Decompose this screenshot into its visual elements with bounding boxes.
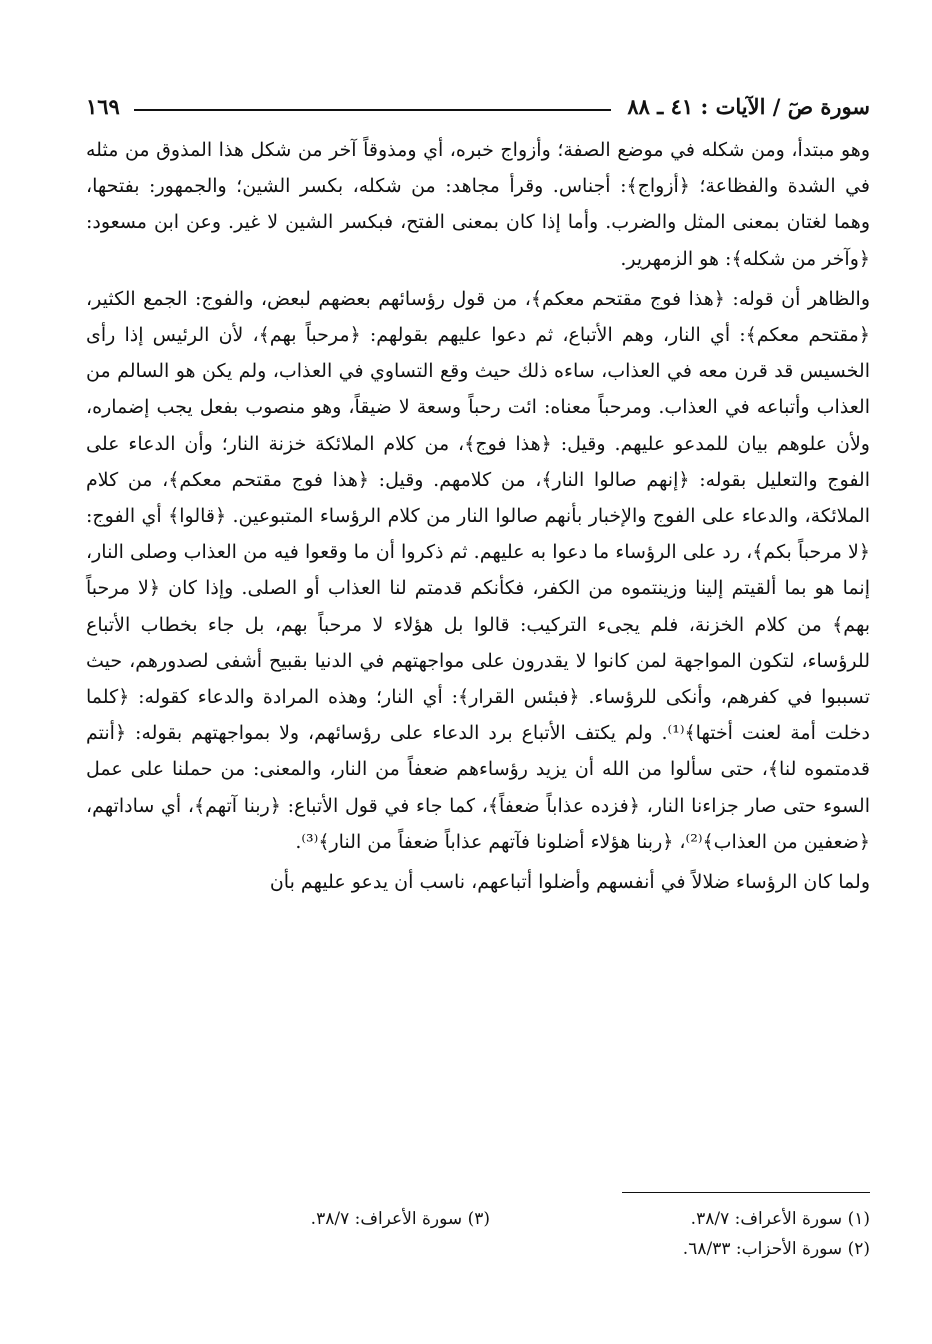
footnote-separator — [622, 1192, 870, 1193]
paragraph-1: وهو مبتدأ، ومن شكله في موضع الصفة؛ وأزواج خبره، أي ومذوقاً آخر من شكل هذا المذوق من مثله في الشدة والفظاعة؛ ﴿أزواج﴾: أجناس. وقرأ مجاهد: من شكله، بكسر الشين؛ والجمهور: بفتحها، وهما لغتان بمعنى المثل والضرب. وأما إذا كان بمعنى الفتح، فبكسر الشين لا غير. وعن ابن مسعود: ﴿وآخر من شكله﴾: هو الزمهرير. — [86, 139, 870, 270]
footnotes — [86, 1204, 870, 1264]
page-number: ١٦٩ — [86, 93, 120, 119]
header-rule — [134, 109, 611, 111]
footnote-3: (٣) سورة الأعراف: ٣٨/٧. — [310, 1209, 490, 1229]
running-header — [86, 88, 870, 124]
footnote-row — [86, 1234, 870, 1264]
footnote-1: (١) سورة الأعراف: ٣٨/٧. — [690, 1209, 870, 1229]
paragraph-2: والظاهر أن قوله: ﴿هذا فوج مقتحم معكم﴾، من قول رؤسائهم بعضهم لبعض، والفوج: الجمع الكثير، ﴿مقتحم معكم﴾: أي النار، وهم الأتباع، ثم دعوا عليهم بقولهم: ﴿مرحباً بهم﴾، لأن الرئيس إذا رأى الخسيس قد قرن معه في العذاب، ساءه ذلك حيث وقع التساوي في العذاب، ولم يكن هو السالم من العذاب وأتباعه في العذاب. ومرحباً معناه: ائت رحباً وسعة لا ضيقاً، وهو منصوب بفعل يجب إضماره، ولأن علوهم بيان للمدعو عليهم. وقيل: ﴿هذا فوج﴾، من كلام الملائكة خزنة النار؛ وأن الدعاء على الفوج والتعليل بقوله: ﴿إنهم صالوا النار﴾، من كلامهم. وقيل: ﴿هذا فوج مقتحم معكم﴾، من كلام الملائكة، والدعاء على الفوج والإخبار بأنهم صالوا النار من كلام الرؤساء المتبوعين. ﴿قالوا﴾ أي الفوج: ﴿لا مرحباً بكم﴾، رد على الرؤساء ما دعوا به عليهم. ثم ذكروا أن ما وقعوا فيه من العذاب وصلى النار، إنما هو بما ألقيتم إلينا وزينتموه من الكفر، فكأنكم قدمتم لنا العذاب أو الصلى. وإذا كان ﴿لا مرحباً بهم﴾ من كلام الخزنة، فلم يجىء التركيب: قالوا بل هؤلاء لا مرحباً بهم، بل جاء بخطاب الأتباع للرؤساء، لتكون المواجهة لمن كانوا لا يقدرون على مواجهتهم في الدنيا بقبيح أشفى لصدورهم، حيث تسببوا في كفرهم، وأنكى للرؤساء. ﴿فبئس القرار﴾: أي النار؛ وهذه المرادة والدعاء كقوله: ﴿كلما دخلت أمة لعنت أختها﴾⁽¹⁾. ولم يكتف الأتباع برد الدعاء على رؤسائهم، ولا بمواجهتهم بقوله: ﴿أنتم قدمتموه لنا﴾، حتى سألوا من الله أن يزيد رؤساءهم ضعفاً من النار، والمعنى: من حملنا على عمل السوء حتى صار جزاءنا النار، ﴿فزده عذاباً ضعفاً﴾، كما جاء في قول الأتباع: ﴿ربنا آتهم﴾، أي ساداتهم، ﴿ضعفين من العذاب﴾⁽²⁾، ﴿ربنا هؤلاء أضلونا فآتهم عذاباً ضعفاً من النار﴾⁽³⁾. — [86, 287, 870, 853]
body-text — [86, 132, 870, 900]
footnote-row — [86, 1204, 870, 1234]
book-page — [86, 88, 870, 1288]
footnote-2: (٢) سورة الأحزاب: ٦٨/٣٣. — [682, 1239, 870, 1259]
page-title: سورة صٓ / الآيات : ٤١ ـ ٨٨ — [627, 93, 870, 119]
paragraph-3: ولما كان الرؤساء ضلالاً في أنفسهم وأضلوا أتباعهم، ناسب أن يدعو عليهم بأن — [269, 871, 870, 894]
